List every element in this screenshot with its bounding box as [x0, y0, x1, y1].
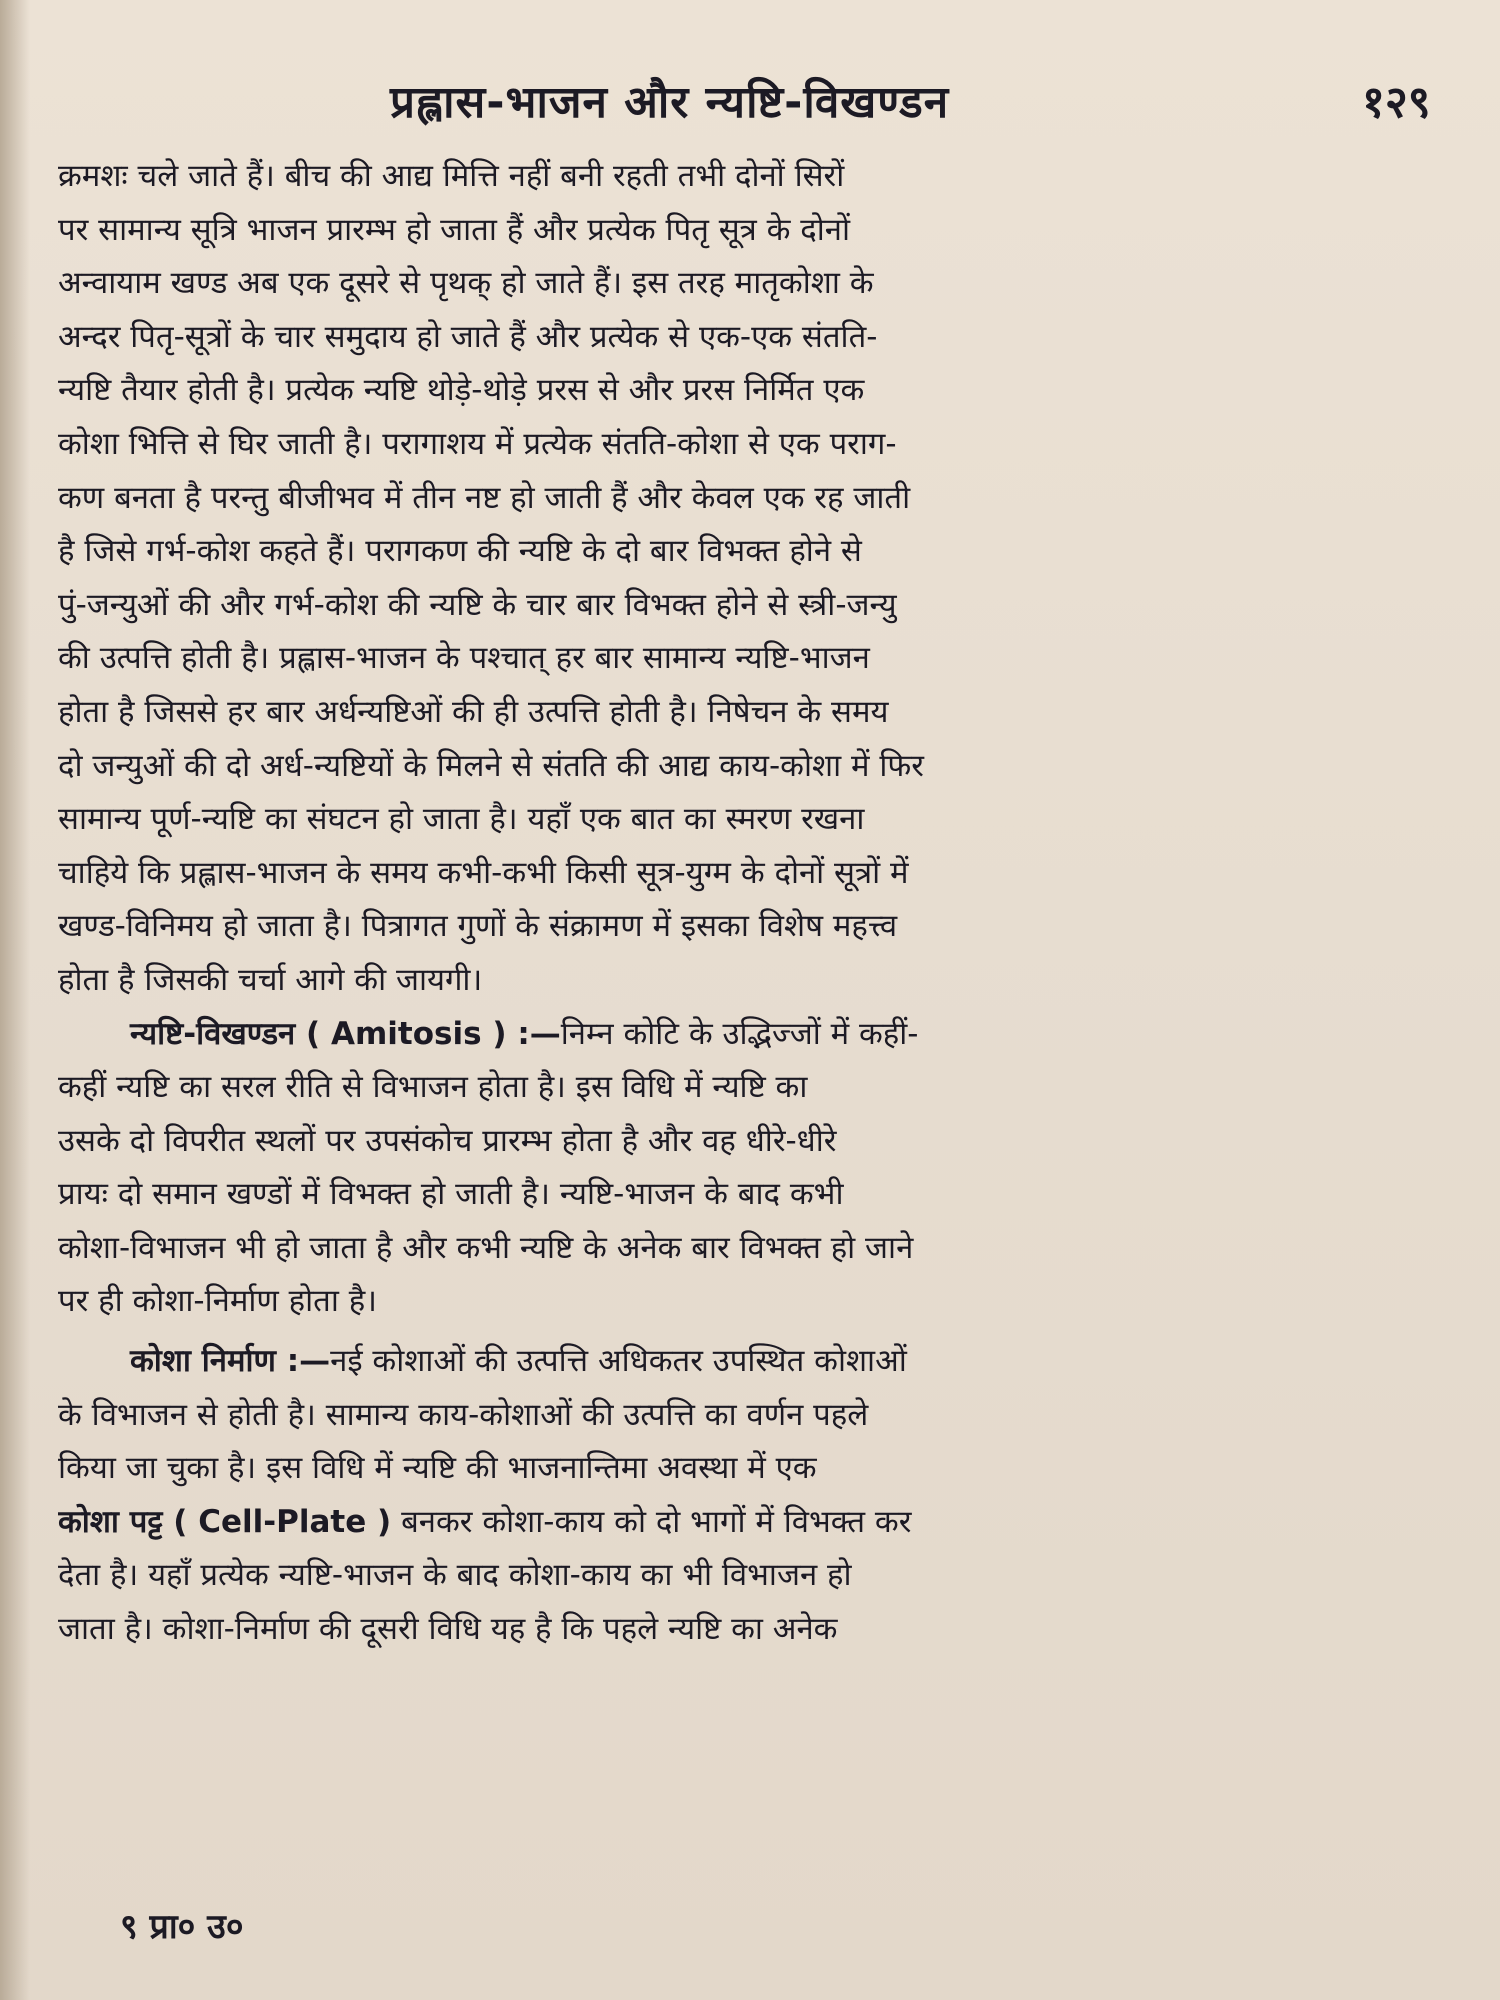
line-text: किया जा चुका है। इस विधि में न्यष्टि की भाजनान्तिमा अवस्था में एक: [58, 1450, 817, 1487]
line-text: पर ही कोशा-निर्माण होता है।: [58, 1283, 377, 1320]
text-line: [58, 1008, 1458, 1062]
text-line: [58, 1335, 1458, 1389]
line-text: उसके दो विपरीत स्थलों पर उपसंकोच प्रारम्भ होता है और वह धीरे-धीरे: [58, 1122, 837, 1159]
line-text: प्रायः दो समान खण्डों में विभक्त हो जाती है। न्यष्टि-भाजन के बाद कभी: [58, 1176, 844, 1213]
subheading: न्यष्टि-विखण्डन ( Amitosis ) :—: [130, 1015, 561, 1052]
page-number: १२९: [1362, 77, 1431, 128]
line-text: अन्वायाम खण्ड अब एक दूसरे से पृथक् हो जाते हैं। इस तरह मातृकोशा के: [58, 265, 874, 302]
signature-mark: ९ प्रा० उ०: [120, 1907, 244, 1947]
line-text: जाता है। कोशा-निर्माण की दूसरी विधि यह है कि पहले न्यष्टि का अनेक: [58, 1611, 838, 1648]
line-text: चाहिये कि प्रह्लास-भाजन के समय कभी-कभी किसी सूत्र-युग्म के दोनों सूत्रों में: [58, 854, 909, 891]
text-line: [58, 1275, 1458, 1329]
line-text: खण्ड-विनिमय हो जाता है। पित्रागत गुणों के संक्रामण में इसका विशेष महत्त्व: [58, 908, 898, 945]
line-text: सामान्य पूर्ण-न्यष्टि का संघटन हो जाता है। यहाँ एक बात का स्मरण रखना: [58, 801, 865, 838]
text-line: [58, 900, 1458, 954]
text-line: [58, 954, 1458, 1008]
line-text: दो जन्युओं की दो अर्ध-न्यष्टियों के मिलने से संतति की आद्य काय-कोशा में फिर: [58, 747, 924, 784]
text-line: [58, 257, 1458, 311]
page-header: [0, 62, 1500, 132]
line-text: अन्दर पितृ-सूत्रों के चार समुदाय हो जाते हैं और प्रत्येक से एक-एक संतति-: [58, 318, 878, 355]
subheading: कोशा निर्माण :—: [130, 1343, 331, 1380]
line-text: होता है जिसकी चर्चा आगे की जायगी।: [58, 961, 483, 998]
line-text: है जिसे गर्भ-कोश कहते हैं। परागकण की न्यष्टि के दो बार विभक्त होने से: [58, 533, 862, 570]
line-text: कोशा-विभाजन भी हो जाता है और कभी न्यष्टि के अनेक बार विभक्त हो जाने: [58, 1229, 914, 1266]
text-line: [58, 1442, 1458, 1496]
text-line: [58, 686, 1458, 740]
line-text: पुं-जन्युओं की और गर्भ-कोश की न्यष्टि के चार बार विभक्त होने से स्त्री-जन्यु: [58, 586, 897, 623]
text-line: [58, 740, 1458, 794]
text-line: [58, 525, 1458, 579]
text-line: [58, 1168, 1458, 1222]
subheading: कोशा पट्ट ( Cell-Plate ): [58, 1503, 392, 1540]
body-text: [58, 150, 1458, 1657]
binding-shadow: [0, 0, 30, 2000]
text-line: [58, 418, 1458, 472]
line-text: नई कोशाओं की उत्पत्ति अधिकतर उपस्थित कोशाओं: [330, 1343, 907, 1380]
line-text: निम्न कोटि के उद्भिज्जों में कहीं-: [560, 1015, 919, 1052]
line-text: होता है जिससे हर बार अर्धन्यष्टिओं की ही उत्पत्ति होती है। निषेचन के समय: [58, 693, 889, 730]
text-line: [58, 364, 1458, 418]
line-text: क्रमशः चले जाते हैं। बीच की आद्य मित्ति नहीं बनी रहती तभी दोनों सिरों: [58, 158, 845, 194]
line-text: न्यष्टि तैयार होती है। प्रत्येक न्यष्टि थोड़े-थोड़े प्ररस से और प्ररस निर्मित एक: [58, 372, 865, 409]
text-line: [58, 1603, 1458, 1657]
line-text: कहीं न्यष्टि का सरल रीति से विभाजन होता है। इस विधि में न्यष्टि का: [58, 1069, 808, 1106]
line-text: पर सामान्य सूत्रि भाजन प्रारम्भ हो जाता हैं और प्रत्येक पितृ सूत्र के दोनों: [58, 211, 851, 248]
line-text: देता है। यहाँ प्रत्येक न्यष्टि-भाजन के बाद कोशा-काय का भी विभाजन हो: [58, 1557, 852, 1594]
text-line: [58, 1061, 1458, 1115]
text-line: [58, 204, 1458, 258]
text-line: [58, 150, 1458, 204]
text-line: [58, 1115, 1458, 1169]
text-line: [58, 1389, 1458, 1443]
text-line: [58, 1222, 1458, 1276]
text-line: [58, 793, 1458, 847]
text-line: [58, 1496, 1458, 1550]
line-text: बनकर कोशा-काय को दो भागों में विभक्त कर: [391, 1503, 912, 1540]
text-line: [58, 579, 1458, 633]
text-line: [58, 472, 1458, 526]
line-text: कण बनता है परन्तु बीजीभव में तीन नष्ट हो जाती हैं और केवल एक रह जाती: [58, 479, 911, 516]
text-line: [58, 1549, 1458, 1603]
line-text: की उत्पत्ति होती है। प्रह्लास-भाजन के पश्चात् हर बार सामान्य न्यष्टि-भाजन: [58, 640, 870, 677]
text-line: [58, 847, 1458, 901]
line-text: कोशा भित्ति से घिर जाती है। परागाशय में प्रत्येक संतति-कोशा से एक पराग-: [58, 425, 897, 462]
running-title: प्रह्लास-भाजन और न्यष्टि-विखण्डन: [390, 77, 950, 128]
text-line: [58, 311, 1458, 365]
text-line: [58, 632, 1458, 686]
line-text: के विभाजन से होती है। सामान्य काय-कोशाओं की उत्पत्ति का वर्णन पहले: [58, 1396, 869, 1433]
